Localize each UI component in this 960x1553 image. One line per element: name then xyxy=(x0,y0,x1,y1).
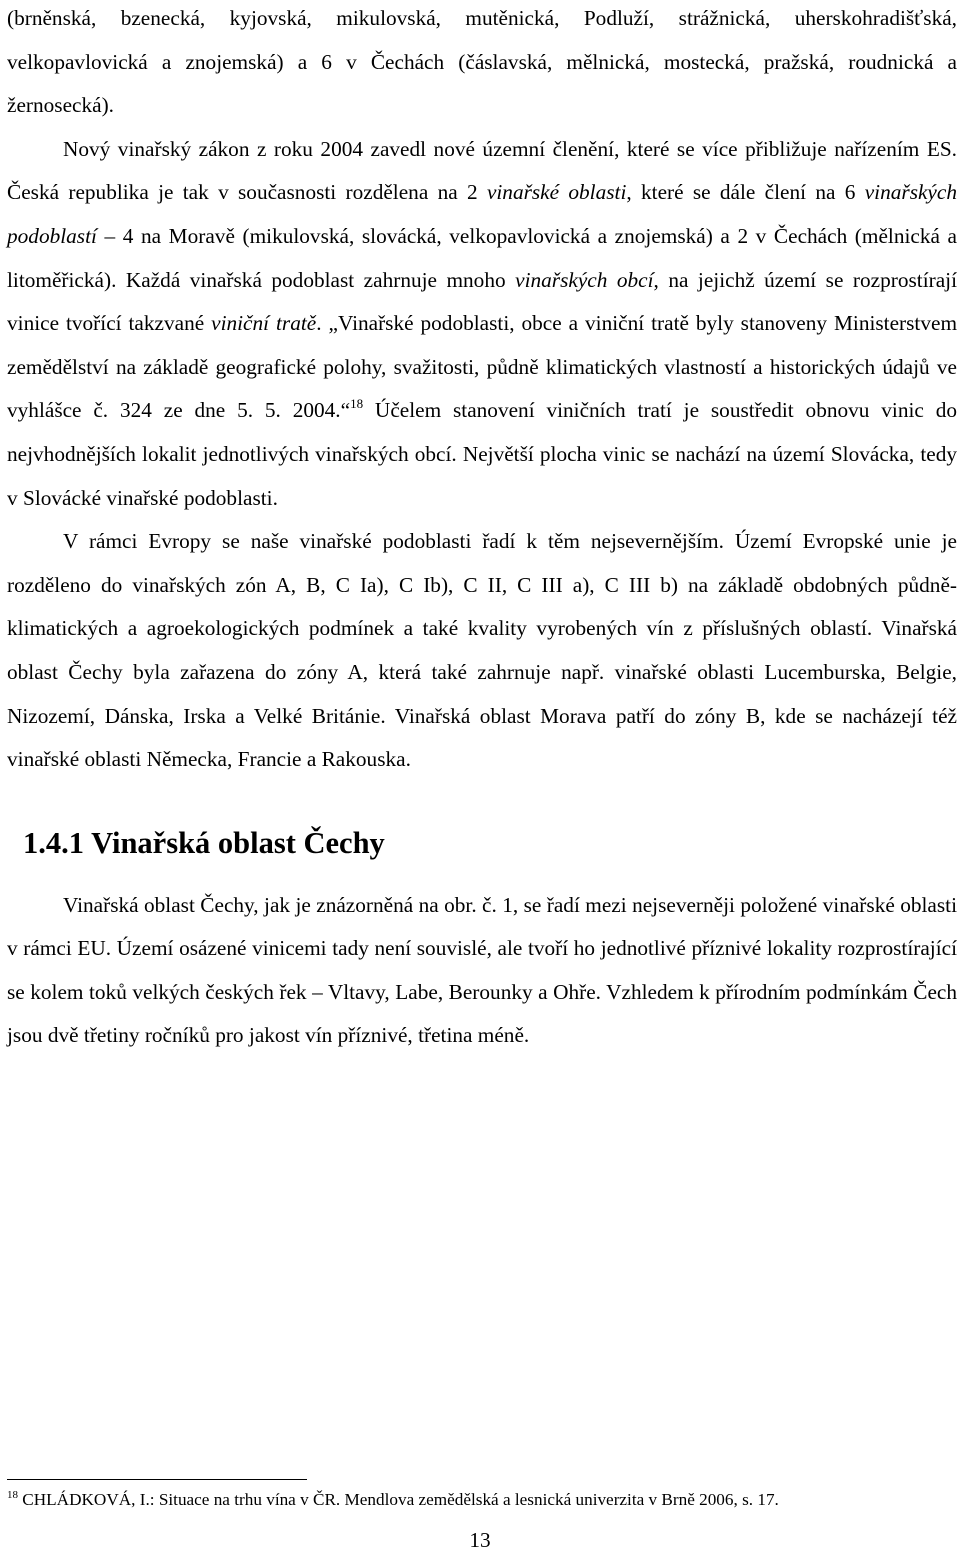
footnote xyxy=(7,1489,957,1511)
page-body xyxy=(7,0,957,1058)
footnote-reference[interactable]: 18 xyxy=(350,396,364,412)
italic-term: vinařských obcí xyxy=(515,267,654,292)
italic-term: viniční tratě xyxy=(211,311,317,336)
text-run: . „Vinařské podoblasti, obce a viniční tratě byly stanoveny Ministerstvem zemědělství na základě geografické polohy, svažitosti, půdně klimatických vlastností a historických údajů ve vyhlášce č. 324 ze dne 5. 5. 2004.“ xyxy=(7,311,958,423)
text-run: Účelem stanovení viničních tratí je soustředit obnovu vinic do nejvhodnějších lokalit jednotlivých vinařských obcí. Největší plocha vinic se nachází na území Slovácka, tedy v Slovácké vinařské podoblasti. xyxy=(7,398,957,510)
footnote-separator xyxy=(7,1479,307,1480)
paragraph-bohemia-region xyxy=(7,884,957,1058)
paragraph-europe-zones-text: V rámci Evropy se naše vinařské podoblasti řadí k těm nejsevernějším. Území Evropské unie je rozděleno do vinařských zón A, B, C Ia), C Ib), C II, C III a), C III b) na základě obdobných půdně-klimatických a agroekologických podmínek a také kvality vyrobených vín z příslušných oblastí. Vinařská oblast Čechy byla zařazena do zóny A, která také zahrnuje např. vinařské oblasti Lucemburska, Belgie, Nizozemí, Dánska, Irska a Velké Británie. Vinařská oblast Morava patří do zóny B, kde se nacházejí též vinařské oblasti Německa, Francie a Rakouska. xyxy=(7,529,957,772)
italic-term: vinařských podoblastí xyxy=(7,180,957,248)
page-number: 13 xyxy=(469,1528,491,1552)
paragraph-intro-text: (brněnská, bzenecká, kyjovská, mikulovská, mutěnická, Podluží, strážnická, uherskohradišťská, velkopavlovická a znojemská) a 6 v Čechách (čáslavská, mělnická, mostecká, pražská, roudnická a žernosecká). xyxy=(7,6,957,118)
text-run: , na jejichž území se rozprostírají vinice tvořící takzvané xyxy=(7,267,957,336)
section-number: 1.4.1 xyxy=(23,825,84,860)
paragraph-bohemia-region-text: Vinařská oblast Čechy, jak je znázorněná na obr. č. 1, se řadí mezi nejseverněji položené vinařské oblasti v rámci EU. Území osázené vinicemi tady není souvislé, ale tvoří ho jednotlivé příznivé lokality rozprostírající se kolem toků velkých českých řek – Vltavy, Labe, Berounky a Ohře. Vzhledem k přírodním podmínkám Čech jsou dvě třetiny ročníků pro jakost vín příznivé, třetina méně. xyxy=(7,892,957,1048)
paragraph-intro xyxy=(7,0,957,128)
text-run: – 4 na Moravě (mikulovská, slovácká, velkopavlovická a znojemská) a 2 v Čechách (mělnická a litoměřická). Každá vinařská podoblast zahrnuje mnoho xyxy=(7,223,957,292)
paragraph-europe-zones xyxy=(7,520,957,782)
text-run: Nový vinařský zákon z roku 2004 zavedl nové územní členění, které se více přibližuje nařízením ES. Česká republika je tak v současnosti rozdělena na 2 xyxy=(7,136,957,205)
section-title: Vinařská oblast Čechy xyxy=(91,825,385,860)
text-run: , které se dále člení na 6 xyxy=(626,180,865,205)
footnote-number: 18 xyxy=(7,1489,18,1501)
italic-term: vinařské oblasti xyxy=(486,180,627,205)
paragraph-new-law xyxy=(7,128,957,520)
section-heading xyxy=(7,813,957,873)
footnote-text: CHLÁDKOVÁ, I.: Situace na trhu vína v ČR. Mendlova zemědělská a lesnická univerzita v Brně 2006, s. 17. xyxy=(18,1490,779,1509)
